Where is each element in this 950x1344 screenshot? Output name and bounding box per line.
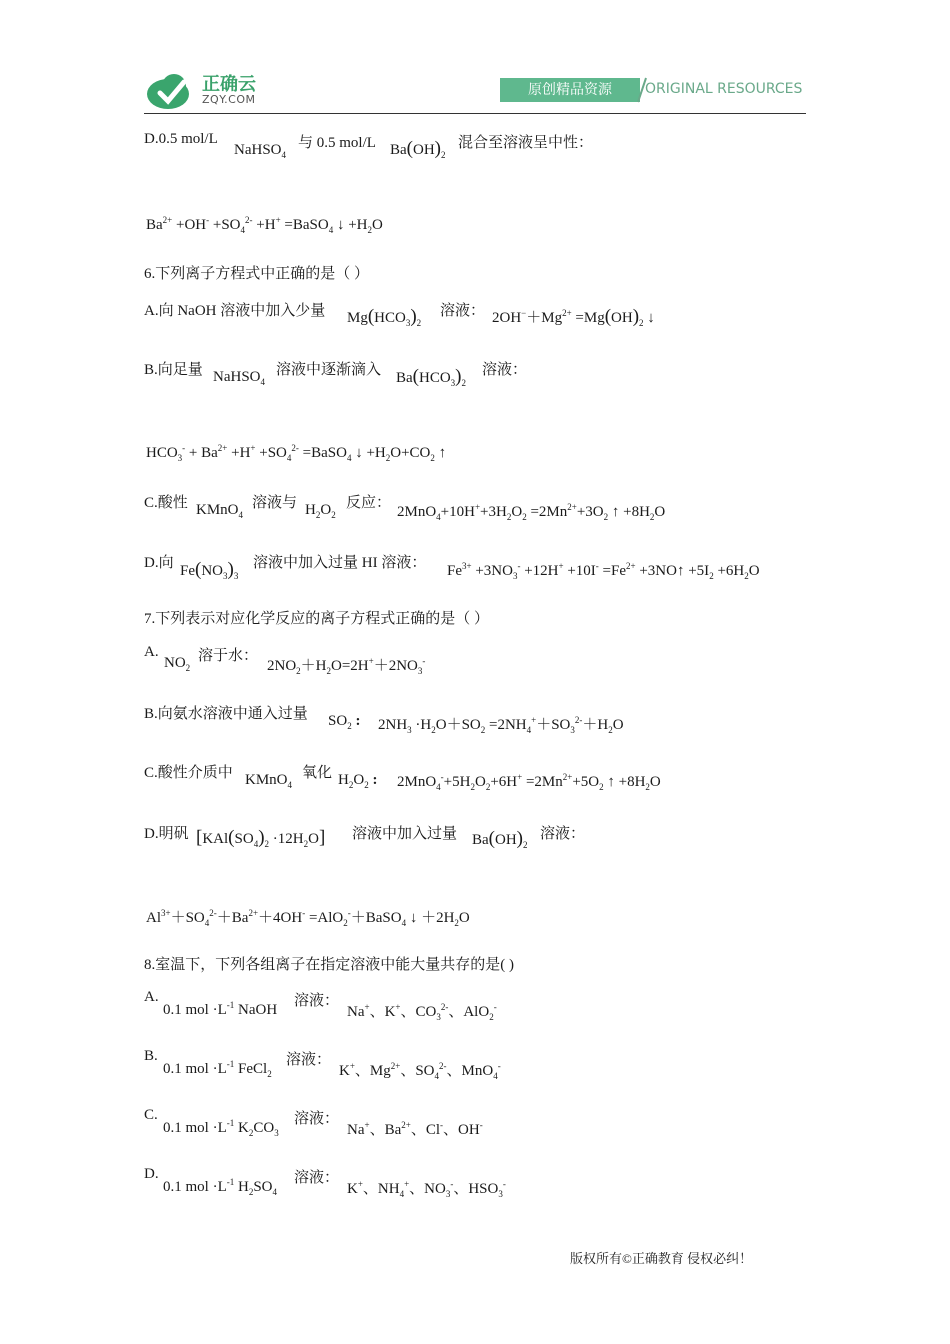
option-7a-mid: 溶于水：: [198, 648, 259, 664]
option-7d-tail: 溶液：: [540, 826, 586, 842]
option-7d-mid: 溶液中加入过量: [352, 826, 458, 842]
formula-h2o2-c: $H_2O_2$ :: [338, 772, 378, 790]
formula-baoh2: $Ba(OH)_2$: [390, 138, 446, 160]
formula-h2o2: $H_2O_2$: [305, 502, 336, 520]
option-7d-label: D.明矾: [144, 826, 189, 842]
option-5d-label: D.0.5 mol/L: [144, 131, 218, 147]
header-rule: [144, 113, 806, 114]
option-8d-solution: 溶液：: [294, 1170, 340, 1186]
option-7c-label: C.酸性介质中: [144, 765, 233, 781]
formula-mghco3: $Mg(HCO_3)_2$: [347, 306, 422, 328]
option-6b-tail: 溶液：: [482, 362, 528, 378]
equation-6a: $2OH^-+Mg^{2+} =Mg(OH)_2$ ↓: [492, 306, 655, 328]
original-resources-label: ORIGINAL RESOURCES: [645, 81, 803, 97]
formula-kmno4-c: KMnO$_4$: [245, 772, 293, 790]
formula-no2: $NO_2$: [164, 655, 191, 673]
ions-8a: Na+、K+、$CO_3^{2-}$、AlO$_2$-: [347, 1002, 497, 1022]
option-8a-label: A.: [144, 989, 159, 1005]
brand-name: 正确云: [202, 74, 256, 95]
formula-bahco3: $Ba(HCO_3)_2$: [396, 366, 466, 388]
option-6d-mid: 溶液中加入过量 HI 溶液：: [253, 555, 427, 571]
option-6c-label: C.酸性: [144, 495, 188, 511]
question-8: 8.室温下，下列各组离子在指定溶液中能大量共存的是( ): [144, 957, 514, 973]
option-8c-label: C.: [144, 1107, 158, 1123]
option-7c-mid: 氧化: [302, 765, 333, 781]
formula-baoh2-d: $Ba(OH)_2$: [472, 828, 528, 850]
original-resources-badge: 原创精品资源: [500, 78, 640, 102]
option-8b-solution: 溶液：: [286, 1052, 332, 1068]
equation-7d: $Al^{3+}+SO_4^{2-}+Ba^{2+}+4OH^-$ =AlO$_2$-＋BaSO$_4$ ↓ $+2H_2O$: [146, 908, 470, 928]
copyright-footer: 版权所有©正确教育 侵权必纠！: [570, 1251, 753, 1266]
equation-7a: $2NO_2+H_2O=2H^++2NO_3^-$: [267, 656, 426, 676]
option-7b-label: B.向氨水溶液中通入过量: [144, 706, 308, 722]
equation-7c: $2MnO_4^-+5H_2O_2+6H^+ =2Mn^{2+}+5O_2$ ↑ $+8H_2O$: [397, 772, 661, 792]
option-8d-label: D.: [144, 1166, 159, 1182]
option-6a-mid: 溶液：: [440, 303, 486, 319]
option-6c-mid: 溶液与: [252, 495, 298, 511]
option-8a-solution: 溶液：: [294, 993, 340, 1009]
formula-nahso4-b: NaHSO$_4$: [213, 369, 265, 387]
ions-8c: Na+、$Ba^{2+}$、Cl-、OH-: [347, 1120, 483, 1138]
condition-8b: 0.1 mol $\cdot L^{-1}$ FeCl$_2$: [163, 1059, 272, 1079]
option-6c-tail: 反应：: [346, 495, 392, 511]
formula-alum: $[KAl(SO_4)_2 \cdot 12H_2O]$: [196, 827, 326, 849]
equation-7b: $2NH_3 \cdot H_2O+SO_2 =2NH_4^++SO_3^{2-}+H_2O$: [378, 715, 624, 735]
option-6a-label: A.向 NaOH 溶液中加入少量: [144, 303, 326, 319]
ions-8b: K+、$Mg^{2+}$、$SO_4^{2-}$、MnO$_4$-: [339, 1061, 501, 1081]
option-7a-label: A.: [144, 644, 159, 660]
option-6b-label: B.向足量: [144, 362, 203, 378]
formula-kmno4: KMnO$_4$: [196, 502, 244, 520]
option-6b-mid: 溶液中逐渐滴入: [276, 362, 382, 378]
equation-6c: $2MnO_4+10H^++3H_2O_2 =2Mn^{2+}+3O_2$ ↑ $+8H_2O$: [397, 502, 666, 522]
question-7: 7.下列表示对应化学反应的离子方程式正确的是（ ）: [144, 611, 490, 627]
formula-nahso4: NaHSO$_4$: [234, 142, 286, 160]
option-6d-label: D.向: [144, 555, 174, 571]
option-8c-solution: 溶液：: [294, 1111, 340, 1127]
condition-8d: 0.1 mol $\cdot L^{-1}$ $H_2SO_4$: [163, 1177, 278, 1197]
equation-5d: $Ba^{2+} +OH^- +SO_4^{2-} +H^+$ =BaSO$_4$ ↓ $+H_2O$: [146, 215, 383, 235]
option-5d-mid: 与 0.5 mol/L: [298, 135, 376, 151]
condition-8c: 0.1 mol $\cdot L^{-1}$ $K_2CO_3$: [163, 1118, 279, 1138]
condition-8a: 0.1 mol $\cdot L^{-1}$ NaOH: [163, 1000, 278, 1018]
equation-6b: $HCO_3^- + Ba^{2+} +H^+ +SO_4^{2-}$ =BaSO$_4$ ↓ $+H_2O+CO_2$ ↑: [146, 443, 447, 463]
question-6: 6.下列离子方程式中正确的是（ ）: [144, 266, 370, 282]
equation-6d: $Fe^{3+} +3NO_3^- +12H^+ +10I^- =Fe^{2+}$ +3NO↑ $+5I_2 +6H_2O$: [447, 561, 760, 581]
ions-8d: K+、$NH_4^+$、$NO_3^-$、$HSO_3^-$: [347, 1179, 506, 1199]
formula-feno3: $Fe(NO_3)_3$: [180, 559, 239, 581]
brand-domain: ZQY.COM: [202, 93, 256, 106]
option-8b-label: B.: [144, 1048, 158, 1064]
option-5d-tail: 混合至溶液呈中性：: [458, 135, 594, 151]
formula-so2: $SO_2$ :: [328, 713, 361, 731]
zqy-logo-icon: [146, 72, 198, 110]
